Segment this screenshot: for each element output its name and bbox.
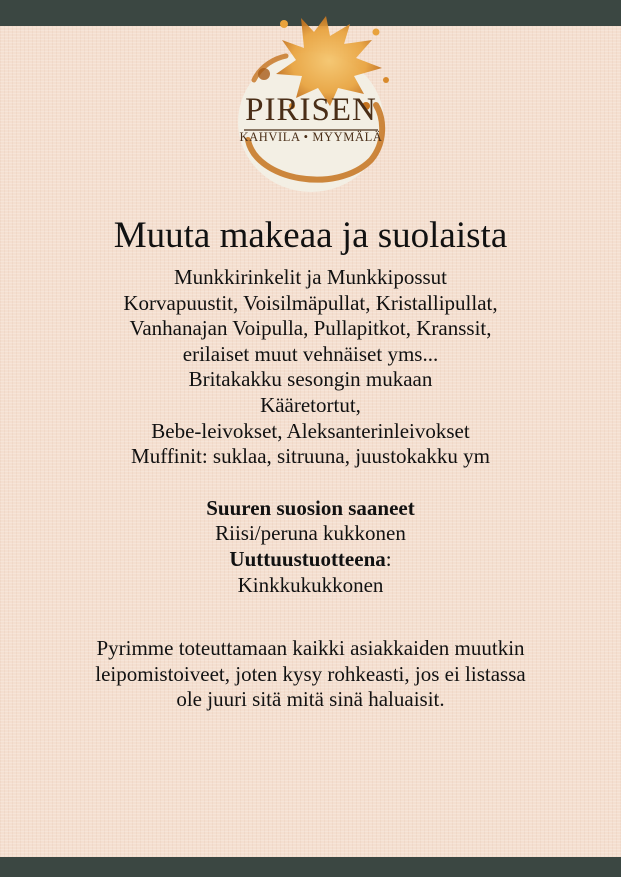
page-title: Muuta makeaa ja suolaista bbox=[113, 215, 508, 256]
new-product-heading: Uuttuustuotteena bbox=[229, 546, 386, 571]
popular-heading: Suuren suosion saaneet bbox=[206, 495, 415, 520]
product-line: Korvapuustit, Voisilmäpullat, Kristallipullat, bbox=[123, 290, 498, 315]
bottom-bar bbox=[0, 857, 621, 877]
new-product-item: Kinkkukukkonen bbox=[237, 572, 384, 597]
footer-note-line: leipomistoiveet, joten kysy rohkeasti, jos ei listassa bbox=[95, 661, 526, 686]
popular-item: Riisi/peruna kukkonen bbox=[215, 521, 406, 546]
product-line: Vanhanajan Voipulla, Pullapitkot, Kranssit, bbox=[129, 316, 492, 341]
logo-name: PIRISEN bbox=[245, 92, 377, 128]
new-product-heading-line bbox=[20, 547, 601, 573]
product-line: Bebe-leivokset, Aleksanterinleivokset bbox=[151, 418, 470, 443]
product-line: Muffinit: suklaa, sitruuna, juustokakku ym bbox=[131, 444, 490, 469]
product-line: Kääretortut, bbox=[260, 392, 361, 417]
pirisen-logo bbox=[226, 10, 396, 196]
product-line: erilaiset muut vehnäiset yms... bbox=[182, 341, 439, 366]
menu-content bbox=[20, 265, 601, 713]
footer-note-line: Pyrimme toteuttamaan kaikki asiakkaiden muutkin bbox=[96, 636, 525, 661]
footer-note-line: ole juuri sitä mitä sinä haluaisit. bbox=[176, 687, 445, 712]
product-line: Britakakku sesongin mukaan bbox=[188, 367, 433, 392]
product-line: Munkkirinkelit ja Munkkipossut bbox=[174, 265, 447, 289]
logo-subtitle: KAHVILA • MYYMÄLÄ bbox=[239, 130, 383, 144]
new-product-colon: : bbox=[385, 546, 392, 571]
